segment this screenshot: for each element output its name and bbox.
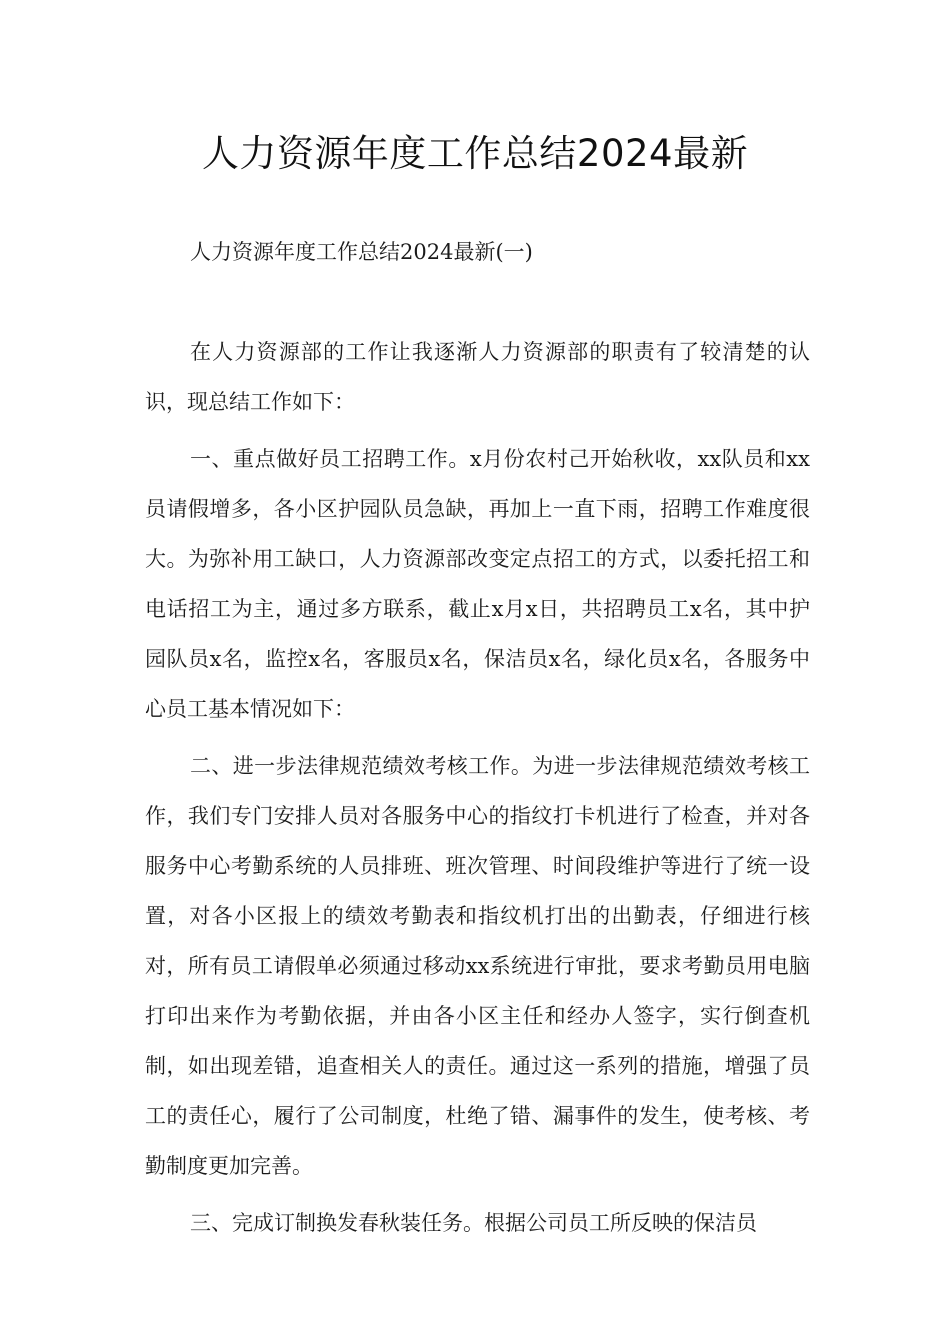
document-body (145, 327, 810, 1255)
paragraph-uniforms: 三、完成订制换发春秋装任务。根据公司员工所反映的保洁员 (190, 1211, 757, 1235)
paragraph-performance: 二、进一步法律规范绩效考核工作。为进一步法律规范绩效考核工作，我们专门安排人员对各服务中心的指纹打卡机进行了检查，并对各服务中心考勤系统的人员排班、班次管理、时间段维护等进行了统一设置，对各小区报上的绩效考勤表和指纹机打出的出勤表，仔细进行核对，所有员工请假单必须通过移动xx系统进行审批，要求考勤员用电脑打印出来作为考勤依据，并由各小区主任和经办人签字，实行倒查机制，如出现差错，追查相关人的责任。通过这一系列的措施，增强了员工的责任心，履行了公司制度，杜绝了错、漏事件的发生，使考核、考勤制度更加完善。 (145, 754, 810, 1178)
paragraph-intro: 在人力资源部的工作让我逐渐人力资源部的职责有了较清楚的认识，现总结工作如下： (145, 340, 810, 414)
paragraph-recruitment: 一、重点做好员工招聘工作。x月份农村己开始秋收，xx队员和xx员请假增多，各小区护园队员急缺，再加上一直下雨，招聘工作难度很大。为弥补用工缺口，人力资源部改变定点招工的方式，以委托招工和电话招工为主，通过多方联系，截止x月x日，共招聘员工x名，其中护园队员x名，监控x名，客服员x名，保洁员x名，绿化员x名，各服务中心员工基本情况如下： (145, 447, 810, 721)
document-title: 人力资源年度工作总结2024最新 (201, 132, 749, 175)
document-subtitle: 人力资源年度工作总结2024最新(一) (190, 240, 533, 264)
